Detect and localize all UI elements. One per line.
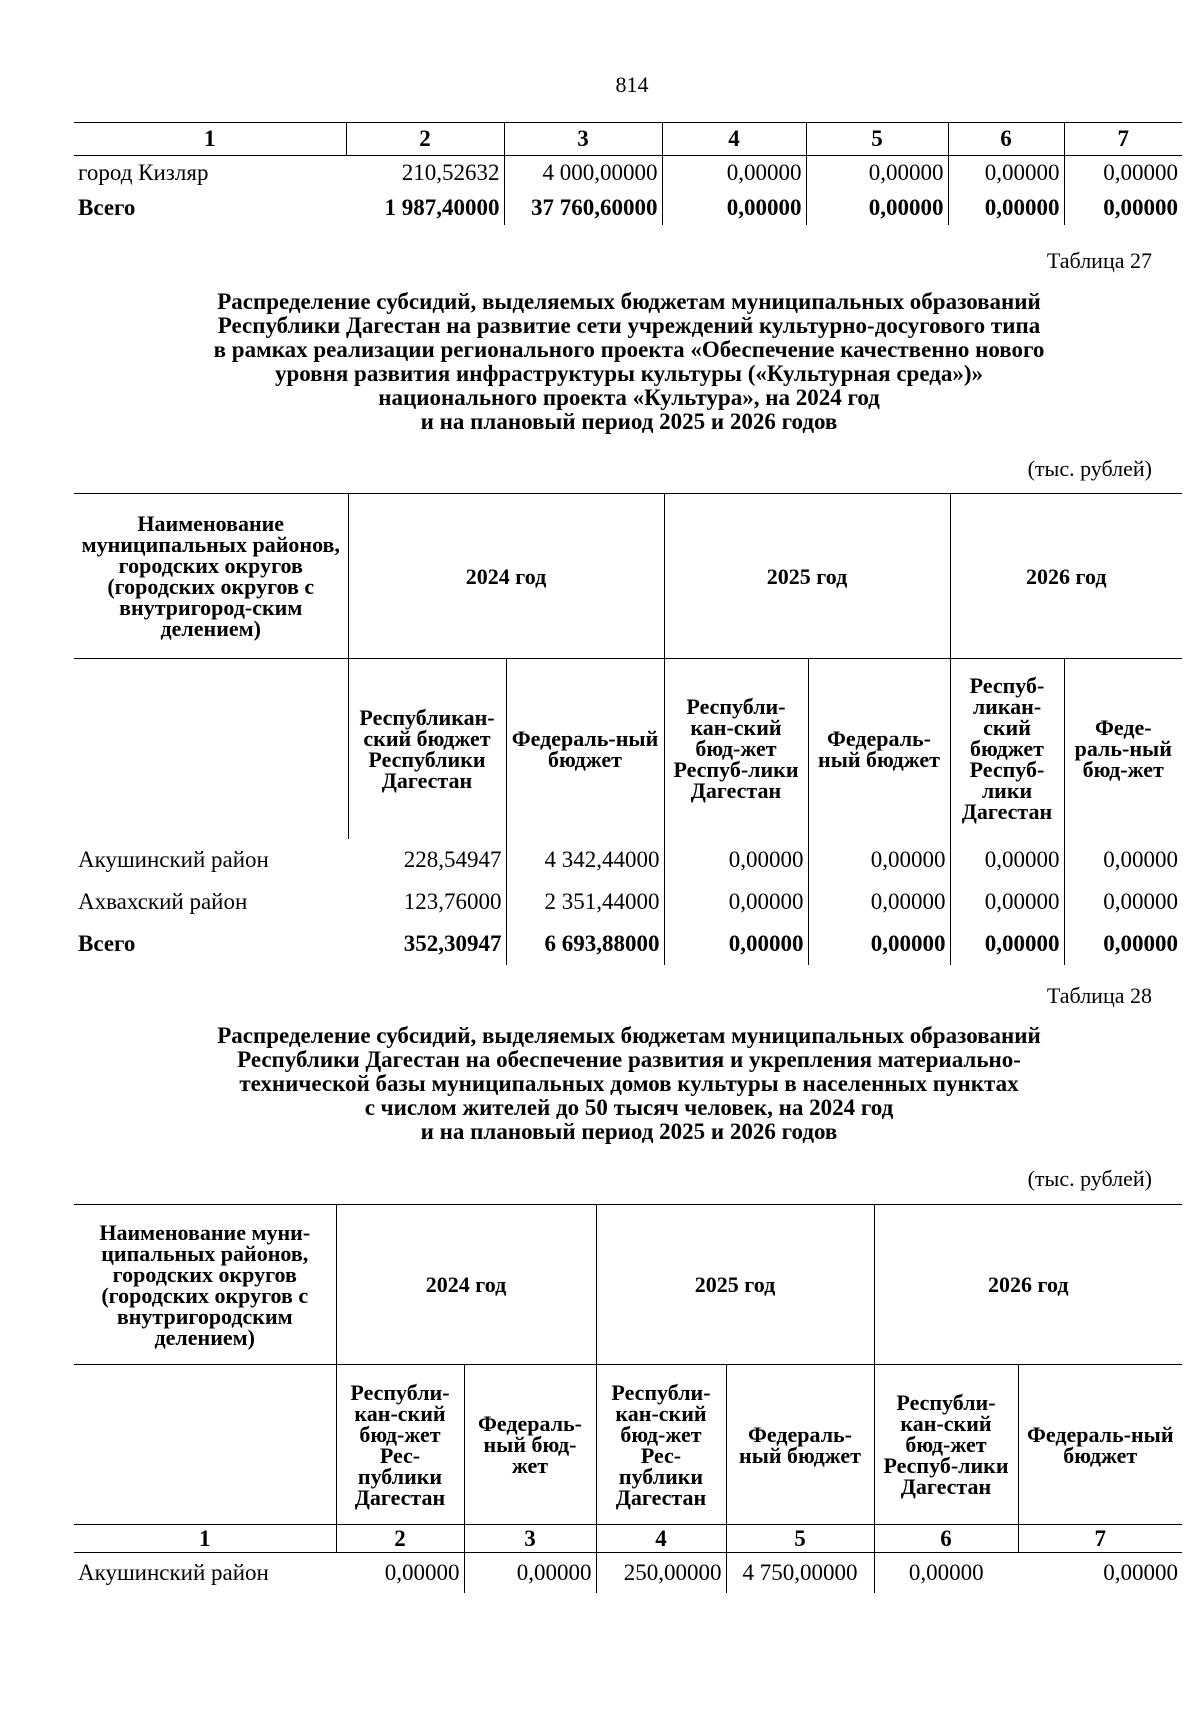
- header-name: Наименование муни-ципальных районов, городских округов (городских округов с внутригородским делением): [74, 1205, 336, 1365]
- col-num: 4: [596, 1525, 726, 1553]
- col-num: 6: [874, 1525, 1018, 1553]
- sub-header: Республи-кан-ский бюд-жет Рес-публики Дагестан: [596, 1365, 726, 1525]
- cell: 0,00000: [1103, 888, 1178, 914]
- title-line: и на плановый период 2025 и 2026 годов: [420, 409, 838, 434]
- col-num: 7: [1117, 126, 1129, 151]
- row-name: город Кизляр: [78, 160, 209, 186]
- sub-header: Республикан-ский бюджет Республики Дагестан: [348, 659, 506, 839]
- page-number: 814: [615, 72, 649, 97]
- cell: 0,00000: [662, 156, 806, 191]
- cell: 4 000,00000: [504, 156, 662, 191]
- cell: 2 351,44000: [506, 881, 664, 923]
- year-header: 2025 год: [664, 494, 950, 659]
- col-num: 1: [74, 1525, 336, 1553]
- row-name: Акушинский район: [78, 1559, 269, 1585]
- table-28-unit: (тыс. рублей): [1027, 1166, 1152, 1191]
- cell: 0,00000: [950, 923, 1064, 965]
- sub-header: Республи-кан-ский бюд-жет Рес-публики Дагестан: [336, 1365, 464, 1525]
- table-28: [74, 1204, 1182, 1593]
- cell: 0,00000: [948, 156, 1064, 191]
- cell: 352,30947: [348, 923, 506, 965]
- cell: 0,00000: [808, 881, 950, 923]
- col-num: 2: [346, 123, 504, 156]
- year-header: 2025 год: [596, 1205, 874, 1365]
- col-num: 1: [74, 123, 346, 156]
- col-num: 6: [948, 123, 1064, 156]
- table-27: [74, 493, 1182, 965]
- table-28-title: [76, 1024, 1182, 1144]
- sub-header: Республи-кан-ский бюд-жет Респуб-лики Дагестан: [874, 1365, 1018, 1525]
- table-27-label: Таблица 27: [1046, 248, 1152, 273]
- cell: 0,00000: [908, 1559, 984, 1585]
- sub-header: Республи-кан-ский бюд-жет Респуб-лики Дагестан: [664, 659, 808, 839]
- cell: 210,52632: [346, 156, 504, 191]
- cell: 4 750,00000: [726, 1553, 874, 1593]
- cell: 0,00000: [664, 923, 808, 965]
- cell: 0,00000: [1103, 846, 1178, 872]
- sub-header: Федераль-ный бюджет: [726, 1365, 874, 1525]
- row-name: Всего: [78, 930, 136, 956]
- table-27-unit: (тыс. рублей): [1027, 456, 1152, 481]
- table-row: [74, 156, 1182, 191]
- cell: 0,00000: [1103, 160, 1178, 186]
- table-26: [74, 122, 1182, 225]
- cell: 0,00000: [806, 156, 948, 191]
- col-num: 7: [1094, 1525, 1106, 1551]
- cell: 228,54947: [348, 839, 506, 881]
- row-name: Всего: [78, 194, 136, 220]
- header-name: Наименование муниципальных районов, городских округов (городских округов с внутригород-ским делением): [74, 494, 348, 659]
- col-num: 2: [336, 1525, 464, 1553]
- title-line: в рамках реализации регионального проекта «Обеспечение качественно нового: [213, 337, 1045, 362]
- row-name: Акушинский район: [78, 846, 269, 872]
- sub-header: Федераль-ный бюджет: [1026, 1421, 1174, 1468]
- col-num: 5: [726, 1525, 874, 1553]
- col-num: 4: [662, 123, 806, 156]
- cell: 0,00000: [950, 881, 1064, 923]
- cell: 0,00000: [948, 191, 1064, 225]
- col-num: 3: [504, 123, 662, 156]
- col-num: 5: [806, 123, 948, 156]
- title-line: Распределение субсидий, выделяемых бюджетам муниципальных образований: [217, 1023, 1041, 1048]
- title-line: Республики Дагестан на развитие сети учреждений культурно-досугового типа: [217, 313, 1041, 338]
- cell: 0,00000: [1103, 194, 1178, 220]
- title-line: и на плановый период 2025 и 2026 годов: [420, 1119, 838, 1144]
- cell: 6 693,88000: [506, 923, 664, 965]
- table-row: [74, 881, 1182, 923]
- table-row: [74, 923, 1182, 965]
- cell: 37 760,60000: [504, 191, 662, 225]
- sub-header: Федераль-ный бюджет: [808, 659, 950, 839]
- sub-header: Феде-раль-ный бюд-жет: [1074, 715, 1172, 783]
- year-header: 2024 год: [336, 1205, 596, 1365]
- title-line: Республики Дагестан на обеспечение развития и укрепления материально-: [237, 1047, 1021, 1072]
- cell: 0,00000: [662, 191, 806, 225]
- cell: 0,00000: [950, 839, 1064, 881]
- year-header: 2026 год: [988, 1272, 1069, 1297]
- cell: 1 987,40000: [346, 191, 504, 225]
- cell: 0,00000: [1103, 930, 1178, 956]
- cell: 0,00000: [464, 1553, 596, 1593]
- cell: 0,00000: [808, 839, 950, 881]
- cell: 0,00000: [336, 1553, 464, 1593]
- cell: 123,76000: [348, 881, 506, 923]
- title-line: уровня развития инфраструктуры культуры («Культурная среда»)»: [274, 361, 984, 386]
- title-line: Распределение субсидий, выделяемых бюджетам муниципальных образований: [217, 289, 1041, 314]
- table-row: [74, 1553, 1182, 1593]
- cell: 0,00000: [1103, 1559, 1178, 1585]
- year-header: 2026 год: [1026, 563, 1107, 589]
- title-line: с числом жителей до 50 тысяч человек, на 2024 год: [364, 1095, 894, 1120]
- cell: 0,00000: [806, 191, 948, 225]
- sub-header: Федераль-ный бюд-жет: [464, 1365, 596, 1525]
- sub-header: Респуб-ликан-ский бюджет Респуб-лики Дагестан: [950, 659, 1064, 839]
- table-row: [74, 191, 1182, 225]
- column-number-row: [74, 123, 1182, 156]
- column-number-row: [74, 1525, 1182, 1553]
- cell: 0,00000: [664, 881, 808, 923]
- cell: 0,00000: [808, 923, 950, 965]
- table-28-label: Таблица 28: [1046, 983, 1152, 1008]
- title-line: технической базы муниципальных домов культуры в населенных пунктах: [239, 1071, 1019, 1096]
- table-27-title: [76, 290, 1182, 434]
- cell: 250,00000: [596, 1553, 726, 1593]
- year-header: 2024 год: [348, 494, 664, 659]
- cell: 4 342,44000: [506, 839, 664, 881]
- cell: 0,00000: [664, 839, 808, 881]
- table-row: [74, 839, 1182, 881]
- col-num: 3: [464, 1525, 596, 1553]
- row-name: Ахвахский район: [78, 888, 248, 914]
- title-line: национального проекта «Культура», на 2024 год: [378, 385, 880, 410]
- sub-header: Федераль-ный бюджет: [506, 659, 664, 839]
